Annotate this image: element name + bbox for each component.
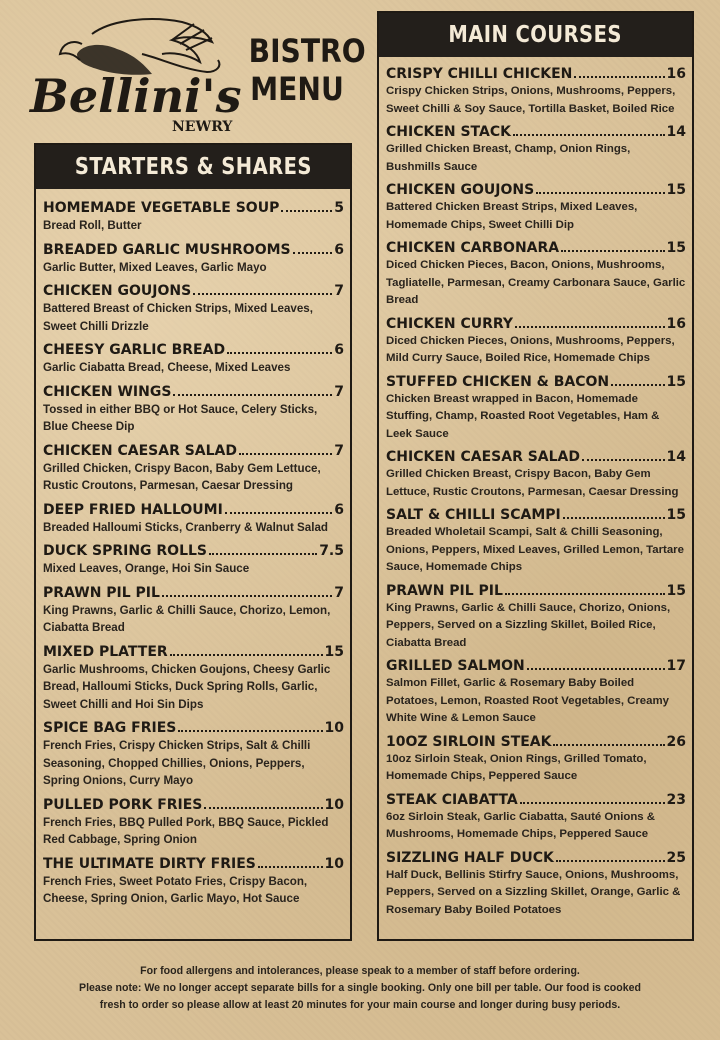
menu-item-price: 23 (666, 791, 686, 808)
page-title (248, 32, 366, 108)
menu-item-name: DUCK SPRING ROLLS (43, 543, 208, 559)
menu-item (43, 341, 344, 377)
menu-item-name: PRAWN PIL PIL (386, 582, 503, 599)
leader-dots (239, 453, 332, 455)
menu-item-header (386, 373, 686, 391)
leader-dots (258, 866, 323, 868)
leader-dots (536, 192, 664, 194)
menu-item-header (386, 123, 686, 141)
menu-item (43, 796, 344, 849)
menu-item-header (386, 733, 686, 751)
menu-item-header (386, 448, 686, 466)
menu-item (386, 181, 686, 234)
logo-location: NEWRY (172, 119, 233, 135)
menu-item-header (386, 315, 686, 333)
menu-item-description: Grilled Chicken Breast, Champ, Onion Rings, Bushmills Sauce (386, 143, 631, 173)
menu-item-price: 10 (324, 720, 344, 736)
leader-dots (520, 802, 665, 804)
menu-item-name: STEAK CIABATTA (386, 791, 518, 808)
mains-heading (379, 13, 692, 57)
menu-item-price: 15 (666, 507, 686, 523)
menu-item-header (386, 657, 686, 675)
mains-list (379, 57, 692, 919)
menu-item-name: CHICKEN CARBONARA (386, 240, 560, 256)
menu-item (386, 239, 686, 310)
menu-item-header (43, 282, 344, 300)
menu-item (386, 315, 686, 368)
leader-dots (515, 326, 664, 328)
menu-item-description: Garlic Ciabatta Bread, Cheese, Mixed Leaves (43, 361, 291, 374)
menu-item-name: DEEP FRIED HALLOUMI (43, 501, 223, 518)
leader-dots (582, 459, 664, 461)
menu-item-name: CHICKEN STACK (386, 124, 511, 140)
menu-item-description: Grilled Chicken Breast, Crispy Bacon, Baby Gem Lettuce, Rustic Croutons, Parmesan, Caesar Dressing (386, 468, 679, 498)
menu-item-header (386, 506, 686, 524)
leader-dots (505, 593, 665, 595)
menu-item (43, 501, 344, 537)
menu-item-header (43, 855, 344, 873)
menu-item (386, 582, 686, 653)
footer-line: Please note: We no longer accept separate bills for a single booking. Only one bill per table. Our food is cooked (79, 982, 641, 994)
menu-item-name: 10OZ SIRLOIN STEAK (386, 733, 552, 750)
footer-notice (40, 963, 680, 1014)
menu-item-price: 16 (666, 315, 686, 332)
menu-item-name: CHICKEN CAESAR SALAD (386, 449, 581, 465)
starters-heading-text: STARTERS & SHARES (74, 154, 312, 180)
menu-item-header (386, 582, 686, 600)
leader-dots (178, 730, 322, 732)
menu-item-name: CHICKEN GOUJONS (386, 182, 535, 198)
menu-item (386, 849, 686, 920)
menu-item-price: 10 (324, 855, 344, 872)
menu-item-name: BREADED GARLIC MUSHROOMS (43, 241, 291, 258)
leader-dots (563, 517, 665, 519)
menu-item-name: HOMEMADE VEGETABLE SOUP (43, 200, 280, 216)
menu-item (43, 442, 344, 495)
menu-item (386, 657, 686, 728)
menu-item-description: King Prawns, Garlic & Chilli Sauce, Chorizo, Lemon, Ciabatta Bread (43, 603, 331, 634)
menu-item-header (43, 383, 344, 401)
menu-item-price: 6 (334, 501, 344, 518)
menu-item-price: 15 (666, 182, 686, 198)
leader-dots (553, 744, 664, 746)
menu-item (43, 199, 344, 235)
menu-item (386, 506, 686, 577)
menu-item-name: CHICKEN GOUJONS (43, 283, 192, 299)
menu-item-description: Grilled Chicken, Crispy Bacon, Baby Gem Lettuce, Rustic Croutons, Parmesan, Caesar Dressing (43, 461, 321, 492)
menu-item (43, 584, 344, 637)
menu-item (43, 855, 344, 908)
menu-item (386, 123, 686, 176)
menu-item-price: 14 (666, 449, 686, 465)
starters-list (36, 189, 350, 908)
leader-dots (193, 293, 332, 295)
winged-lion-icon (22, 14, 242, 136)
menu-item-description: Mixed Leaves, Orange, Hoi Sin Sauce (43, 562, 250, 575)
menu-item-header (43, 643, 344, 661)
menu-item-header (386, 791, 686, 809)
menu-item-price: 15 (666, 582, 686, 599)
menu-item-price: 15 (666, 373, 686, 390)
menu-item (386, 373, 686, 444)
menu-item-price: 5 (334, 200, 344, 216)
mains-panel (377, 11, 694, 941)
menu-item-price: 25 (666, 849, 686, 866)
menu-item-description: French Fries, Crispy Chicken Strips, Salt & Chilli Seasoning, Chopped Chillies, Onions, Peppers, Spring Onions, Curry Mayo (43, 739, 311, 787)
menu-item-header (43, 442, 344, 460)
menu-item (386, 733, 686, 786)
menu-item-price: 6 (334, 241, 344, 258)
menu-item-price: 15 (324, 643, 344, 660)
menu-item-description: Salmon Fillet, Garlic & Rosemary Baby Boiled Potatoes, Lemon, Roasted Root Vegetables, Creamy White Wine & Lemon Sauce (386, 677, 669, 724)
menu-item-description: French Fries, Sweet Potato Fries, Crispy Bacon, Cheese, Spring Onion, Garlic Mayo, Hot Sauce (43, 874, 308, 905)
menu-item (386, 65, 686, 118)
page-title-line1: BISTRO (248, 32, 366, 70)
menu-item-name: CRISPY CHILLI CHICKEN (386, 66, 573, 82)
menu-item-header (43, 341, 344, 359)
menu-item-description: Garlic Mushrooms, Chicken Goujons, Cheesy Garlic Bread, Halloumi Sticks, Duck Spring Rolls, Garlic, Sweet Chilli and Hoi Sin Dips (43, 662, 331, 711)
menu-item-name: CHICKEN CAESAR SALAD (43, 442, 238, 459)
leader-dots (209, 553, 317, 555)
leader-dots (204, 807, 322, 809)
menu-item-description: Crispy Chicken Strips, Onions, Mushrooms, Peppers, Sweet Chilli & Soy Sauce, Tortilla Basket, Boiled Rice (386, 85, 676, 115)
leader-dots (170, 654, 323, 656)
menu-item-price: 7.5 (319, 543, 344, 559)
leader-dots (173, 394, 332, 396)
menu-item-price: 15 (666, 240, 686, 256)
menu-item-header (43, 241, 344, 259)
menu-item (43, 282, 344, 335)
menu-item-name: GRILLED SALMON (386, 658, 525, 674)
leader-dots (574, 76, 664, 78)
menu-item-name: SALT & CHILLI SCAMPI (386, 507, 561, 523)
menu-item-description: Breaded Halloumi Sticks, Cranberry & Walnut Salad (43, 520, 328, 534)
menu-item-name: MIXED PLATTER (43, 643, 168, 660)
menu-item-name: SPICE BAG FRIES (43, 720, 177, 736)
menu-item-header (43, 796, 344, 814)
menu-item-description: Battered Breast of Chicken Strips, Mixed Leaves, Sweet Chilli Drizzle (43, 302, 313, 333)
menu-item-price: 17 (666, 658, 686, 674)
menu-item (43, 241, 344, 277)
menu-item-name: CHICKEN CURRY (386, 315, 514, 332)
mains-heading-text: MAIN COURSES (448, 22, 623, 48)
leader-dots (513, 134, 665, 136)
menu-item-header (43, 584, 344, 602)
menu-item-description: 6oz Sirloin Steak, Garlic Ciabatta, Sauté Onions & Mushrooms, Homemade Chips, Peppered Sauce (386, 810, 656, 840)
menu-item-name: CHEESY GARLIC BREAD (43, 342, 226, 358)
menu-item-description: Half Duck, Bellinis Stirfry Sauce, Onions, Mushrooms, Peppers, Served on a Sizzling Skillet, Orange, Garlic & Rosemary Baby Boiled Potatoes (386, 868, 681, 916)
menu-item-price: 26 (666, 733, 686, 750)
menu-item (386, 791, 686, 844)
menu-item-name: PULLED PORK FRIES (43, 796, 203, 813)
menu-item-price: 7 (334, 584, 344, 601)
menu-item-name: CHICKEN WINGS (43, 383, 172, 400)
menu-item-price: 7 (334, 283, 344, 299)
menu-item-name: PRAWN PIL PIL (43, 584, 160, 601)
menu-item-price: 14 (666, 124, 686, 140)
menu-item-name: STUFFED CHICKEN & BACON (386, 373, 610, 390)
menu-item-description: Garlic Butter, Mixed Leaves, Garlic Mayo (43, 260, 267, 274)
menu-item-description: 10oz Sirloin Steak, Onion Rings, Grilled Tomato, Homemade Chips, Peppered Sauce (386, 752, 647, 782)
menu-item (43, 383, 344, 436)
menu-item-description: Tossed in either BBQ or Hot Sauce, Celery Sticks, Blue Cheese Dip (43, 402, 318, 433)
leader-dots (227, 352, 332, 354)
menu-item-price: 10 (324, 796, 344, 813)
menu-item-header (386, 65, 686, 83)
menu-item-description: Bread Roll, Butter (43, 219, 142, 232)
menu-item (43, 719, 344, 790)
menu-item-header (43, 542, 344, 560)
menu-item (43, 542, 344, 578)
menu-item-header (386, 181, 686, 199)
leader-dots (556, 860, 665, 862)
menu-item-name: THE ULTIMATE DIRTY FRIES (43, 855, 256, 872)
menu-item-price: 7 (334, 442, 344, 459)
leader-dots (162, 595, 332, 597)
menu-item-header (43, 719, 344, 737)
menu-item-header (43, 501, 344, 519)
menu-item-description: Breaded Wholetail Scampi, Salt & Chilli Seasoning, Onions, Peppers, Mixed Leaves, Grilled Lemon, Tartare Sauce, Homemade Chips (386, 526, 684, 573)
starters-panel (34, 143, 352, 941)
menu-item-description: Battered Chicken Breast Strips, Mixed Leaves, Homemade Chips, Sweet Chilli Dip (386, 201, 638, 231)
starters-heading (36, 145, 350, 189)
menu-item-description: Diced Chicken Pieces, Onions, Mushrooms, Peppers, Mild Curry Sauce, Boiled Rice, Homemade Chips (386, 334, 675, 364)
bellinis-logo (22, 14, 242, 136)
menu-item-header (43, 199, 344, 217)
menu-item-price: 16 (666, 66, 686, 82)
menu-item-description: Chicken Breast wrapped in Bacon, Homemade Stuffing, Champ, Roasted Root Vegetables, Ham & Leek Sauce (386, 392, 660, 440)
footer-line: fresh to order so please allow at least 20 minutes for your main course and longer during busy periods. (99, 999, 621, 1011)
menu-item-description: King Prawns, Garlic & Chilli Sauce, Chorizo, Onions, Peppers, Served on a Sizzling Skillet, Boiled Rice, Ciabatta Bread (386, 601, 671, 649)
leader-dots (611, 384, 664, 386)
leader-dots (561, 250, 664, 252)
menu-item-description: French Fries, BBQ Pulled Pork, BBQ Sauce, Pickled Red Cabbage, Spring Onion (43, 815, 329, 846)
leader-dots (281, 210, 332, 212)
page-title-line2: MENU (250, 70, 344, 108)
logo-wordmark: Bellini's (30, 69, 242, 123)
footer-line: For food allergens and intolerances, please speak to a member of staff before ordering. (140, 965, 580, 977)
leader-dots (527, 668, 665, 670)
menu-item-price: 6 (334, 342, 344, 358)
menu-item (43, 643, 344, 714)
leader-dots (225, 512, 332, 514)
menu-item-description: Diced Chicken Pieces, Bacon, Onions, Mushrooms, Tagliatelle, Parmesan, Creamy Carbonara Sauce, Garlic Bread (386, 259, 686, 306)
menu-item-header (386, 849, 686, 867)
leader-dots (293, 252, 333, 254)
menu-item-header (386, 239, 686, 257)
menu-item-name: SIZZLING HALF DUCK (386, 849, 554, 866)
menu-item (386, 448, 686, 501)
menu-item-price: 7 (334, 383, 344, 400)
